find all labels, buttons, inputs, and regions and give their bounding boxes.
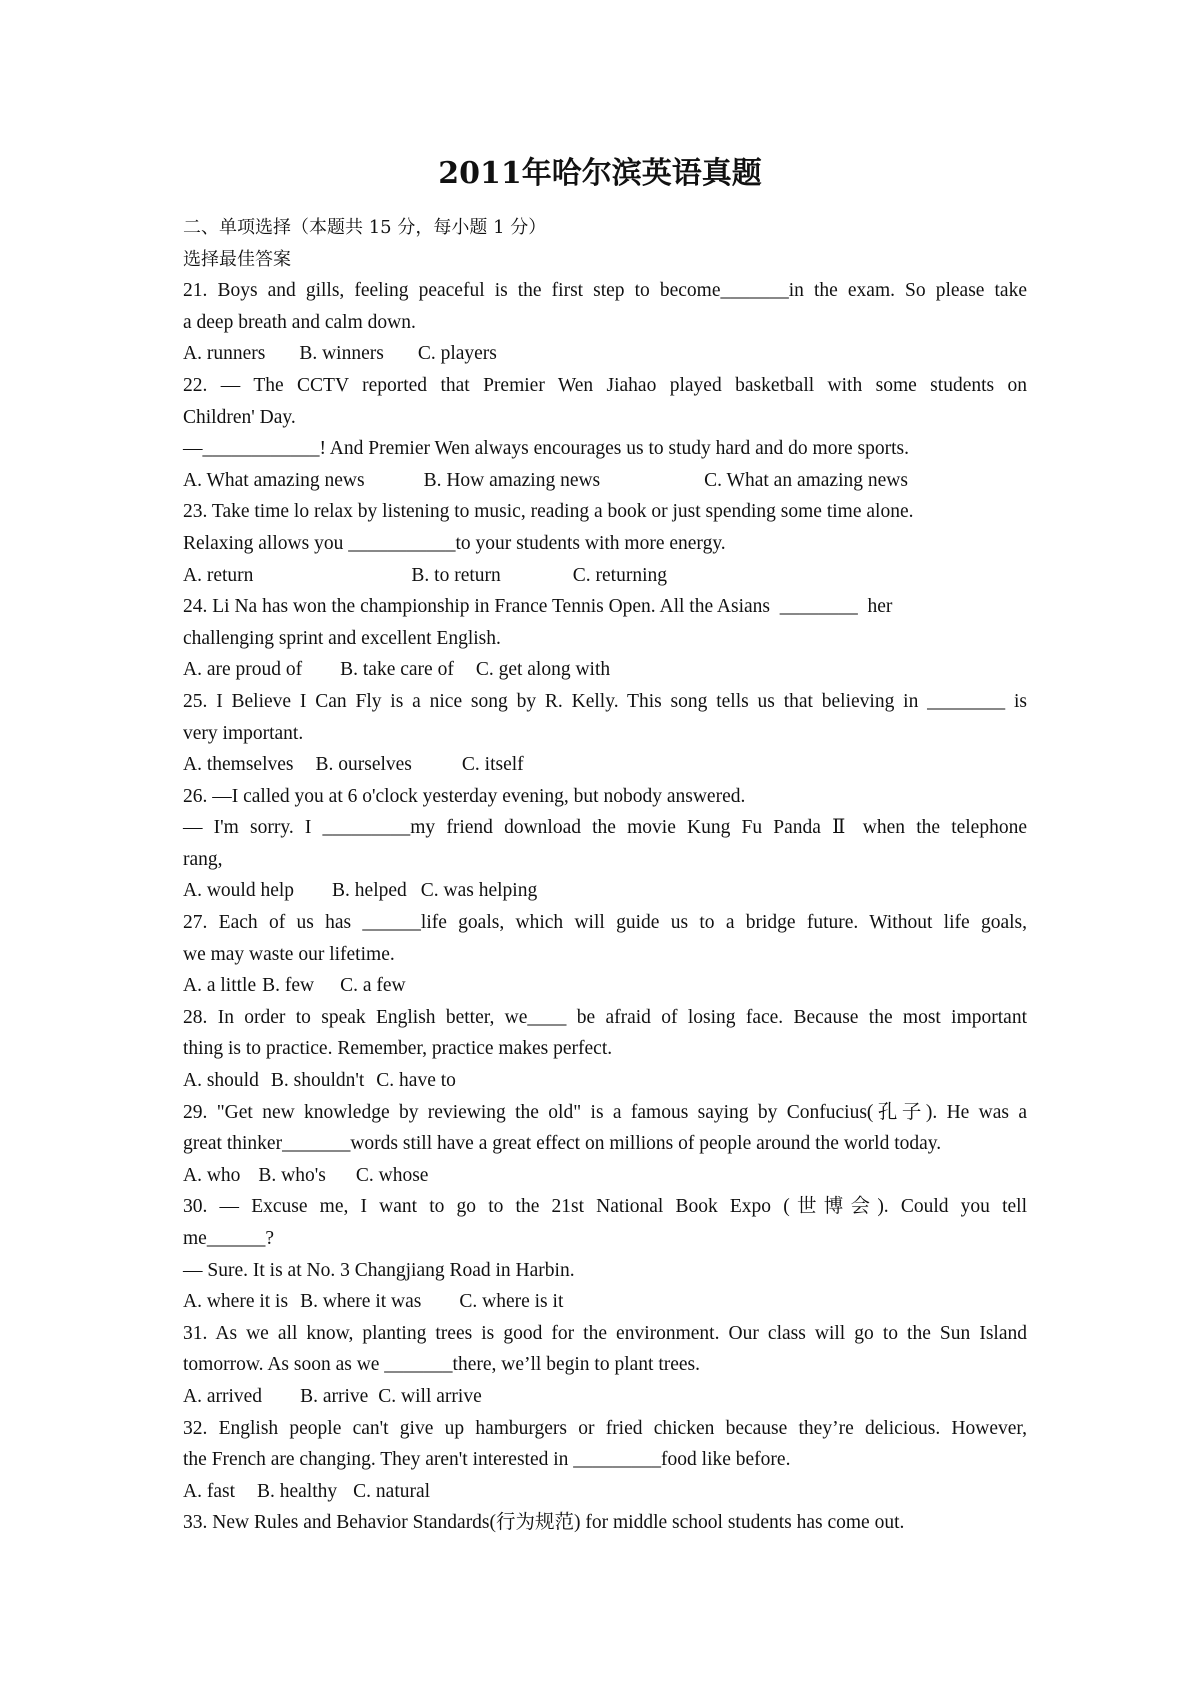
option-b: B. ourselves	[315, 754, 412, 776]
question-30-text: 30. — Excuse me, I want to go to the 21st National Book Expo (世博会). Could you tell	[183, 1196, 1027, 1218]
question-32-text: 32. English people can't give up hamburgers or fried chicken because they’re delicious. However,	[183, 1417, 1027, 1439]
option-a: A. would help	[183, 880, 295, 902]
option-a: A. where it is	[183, 1291, 289, 1313]
question-32-options	[183, 1476, 1027, 1508]
question-29-text-cont: great thinker_______words still have a great effect on millions of people around the world today.	[183, 1133, 942, 1155]
question-21-text: 21. Boys and gills, feeling peaceful is the first step to become_______in the exam. So please take	[183, 280, 1027, 302]
option-a: A. who	[183, 1164, 241, 1186]
question-28-text-cont: thing is to practice. Remember, practice makes perfect.	[183, 1038, 613, 1060]
option-b: B. where it was	[300, 1291, 422, 1313]
option-b: B. healthy	[257, 1480, 338, 1502]
question-24-text-part: 24. Li Na has won the championship in France Tennis Open. All the Asians	[183, 596, 770, 618]
question-27-options	[183, 970, 1027, 1002]
option-b: B. take care of	[340, 659, 454, 681]
question-26-text: 26. —I called you at 6 o'clock yesterday evening, but nobody answered.	[183, 785, 746, 807]
question-26-options	[183, 875, 1027, 907]
option-a: A. arrived	[183, 1385, 263, 1407]
option-a: A. should	[183, 1070, 259, 1092]
option-c: C. returning	[572, 564, 667, 586]
question-29-text: 29. "Get new knowledge by reviewing the old" is a famous saying by Confucius(孔子). He was a	[183, 1101, 1027, 1123]
section-heading: 二、单项选择（本题共 15 分，每小题 1 分）	[183, 217, 547, 238]
question-21-options	[183, 338, 1027, 370]
option-c: C. whose	[355, 1164, 429, 1186]
option-b: B. winners	[299, 343, 384, 365]
section-instruction: 选择最佳答案	[183, 248, 291, 270]
option-c: C. was helping	[420, 880, 538, 902]
question-section	[183, 212, 1027, 1539]
question-22-text-cont: Children' Day.	[183, 406, 296, 428]
option-b: B. few	[262, 975, 315, 997]
option-a: A. themselves	[183, 754, 294, 776]
question-24-text-end: her	[867, 596, 893, 618]
question-31-text: 31. As we all know, planting trees is good for the environment. Our class will go to the Sun Island	[183, 1322, 1027, 1344]
question-28-text: 28. In order to speak English better, we____ be afraid of losing face. Because the most important	[183, 1006, 1027, 1028]
option-b: B. arrive	[300, 1385, 369, 1407]
option-b: B. to return	[411, 564, 501, 586]
option-b: B. who's	[258, 1164, 326, 1186]
option-c: C. have to	[376, 1070, 456, 1092]
question-30-options	[183, 1286, 1027, 1318]
option-a: A. runners	[183, 343, 266, 365]
question-26-reply-cont: rang,	[183, 848, 223, 870]
option-c: C. where is it	[459, 1291, 564, 1313]
option-b: B. shouldn't	[270, 1070, 365, 1092]
question-28-options	[183, 1065, 1027, 1097]
option-c: C. natural	[353, 1480, 431, 1502]
answer-blank: ________	[779, 596, 858, 618]
question-24-text	[183, 591, 1027, 623]
question-24-text-cont: challenging sprint and excellent English.	[183, 627, 501, 649]
question-25-text-cont: very important.	[183, 722, 304, 744]
question-32-text-cont: the French are changing. They aren't interested in _________food like before.	[183, 1449, 791, 1471]
option-a: A. a little	[183, 975, 257, 997]
question-31-text-cont: tomorrow. As soon as we _______there, we’ll begin to plant trees.	[183, 1354, 701, 1376]
question-27-text: 27. Each of us has ______life goals, which will guide us to a bridge future. Without life goals,	[183, 912, 1027, 934]
option-b: B. helped	[332, 880, 407, 902]
question-26-reply: — I'm sorry. I _________my friend download the movie Kung Fu Panda Ⅱ when the telephone	[183, 817, 1027, 839]
question-33-text: 33. New Rules and Behavior Standards(行为规范) for middle school students has come out.	[183, 1512, 905, 1534]
option-c: C. What an amazing news	[704, 469, 908, 491]
option-c: C. get along with	[475, 659, 611, 681]
question-21-text-cont: a deep breath and calm down.	[183, 311, 416, 333]
option-c: C. a few	[340, 975, 406, 997]
option-c: C. players	[417, 343, 497, 365]
page-title: 2011年哈尔滨英语真题	[438, 156, 762, 191]
question-22-options	[183, 465, 1027, 497]
option-a: A. are proud of	[183, 659, 303, 681]
question-29-options	[183, 1160, 1027, 1192]
question-23-text: 23. Take time lo relax by listening to music, reading a book or just spending some time alone.	[183, 501, 914, 523]
question-25-text: 25. I Believe I Can Fly is a nice song by R. Kelly. This song tells us that believing in ________ is	[183, 690, 1027, 712]
question-27-text-cont: we may waste our lifetime.	[183, 943, 395, 965]
option-b: B. How amazing news	[423, 469, 601, 491]
question-31-options	[183, 1381, 1027, 1413]
question-23-options	[183, 560, 1027, 592]
option-c: C. will arrive	[378, 1385, 482, 1407]
question-30-reply: — Sure. It is at No. 3 Changjiang Road in Harbin.	[183, 1259, 575, 1281]
question-22-reply: —____________! And Premier Wen always encourages us to study hard and do more sports.	[183, 438, 909, 460]
question-24-options	[183, 654, 1027, 686]
question-25-options	[183, 749, 1027, 781]
option-a: A. What amazing news	[183, 469, 365, 491]
question-23-text-cont: Relaxing allows you ___________to your students with more energy.	[183, 532, 726, 554]
question-22-text: 22. — The CCTV reported that Premier Wen Jiahao played basketball with some students on	[183, 374, 1027, 396]
question-30-text-cont: me______?	[183, 1228, 274, 1249]
option-a: A. return	[183, 564, 254, 586]
option-a: A. fast	[183, 1480, 235, 1502]
option-c: C. itself	[461, 754, 524, 776]
